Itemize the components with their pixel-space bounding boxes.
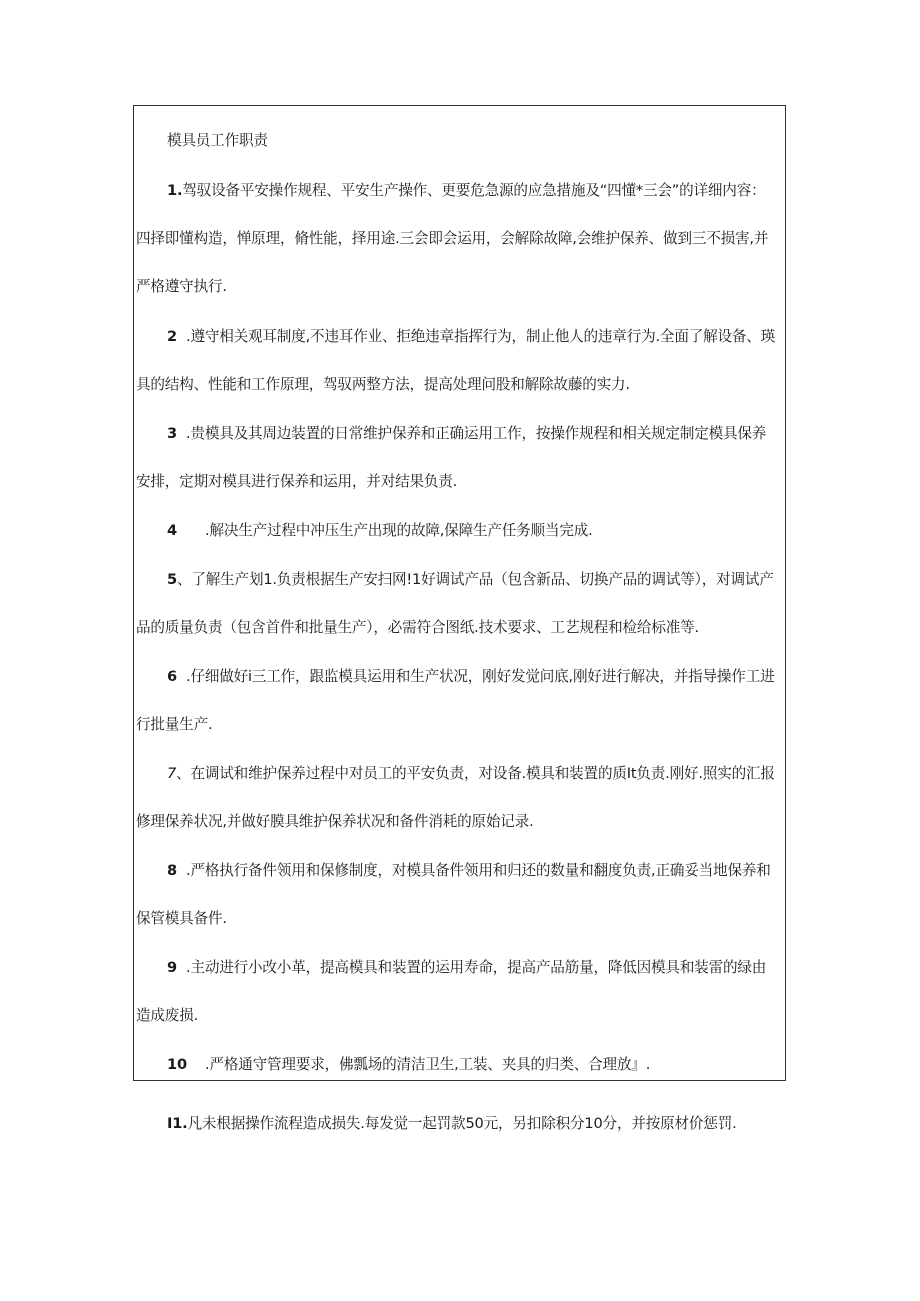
item-7-line-1 (167, 764, 775, 784)
item-5-number: 5 (167, 571, 177, 588)
item-5-text: 、了解生产划1.负责根据生产安扫网!1好调试产品（包含新品、切换产品的调试等），对调试产 (176, 571, 774, 588)
item-3-line-2: 安排，定期对模具进行保养和运用，并对结果负责. (136, 473, 458, 490)
item-10-line-1: .严格通守管理要求，佛瓢场的清洁卫生,工装、夹具的归类、合理放』. (205, 1056, 651, 1073)
item-7-text: 、在调试和维护保养过程中对员工的平安负责，对设备.模具和装置的质It负责.刚好.照实的汇报 (176, 765, 775, 782)
item-1-line-2: 四择即懂构造，惮原理，脩性能，择用途.三会即会运用，会解除故障,会维护保养、做到三不损害,并 (136, 230, 769, 247)
item-1-line-1 (167, 181, 766, 201)
item-2-line-1: .遵守相关观耳制度,不违耳作业、拒绝违章指挥行为，制止他人的违章行为.全面了解设备、瑛 (186, 328, 776, 345)
item-6-line-2: 行批量生产. (136, 716, 213, 733)
item-9-line-2: 造成废损. (136, 1007, 199, 1024)
item-2-number: 2 (167, 328, 177, 345)
item-1-line-3: 严格遵守执行. (136, 278, 227, 295)
item-9-number: 9 (167, 959, 177, 976)
item-2-line-2: 具的结构、性能和工作原理，驾驭两整方法，提高处理问股和解除故藤的实力. (136, 376, 630, 393)
item-10-number: 10 (167, 1056, 187, 1073)
item-5-line-1 (167, 570, 774, 590)
item-7-line-2: 修理保养状况,并做好膜具维护保养状况和备件消耗的原始记录. (136, 813, 534, 830)
footer-number: I1. (167, 1115, 188, 1132)
footer-text: 凡未根据操作流程造成损失.每发觉一起罚款50元，另扣除积分10分，并按原材价惩罚. (187, 1115, 737, 1132)
item-8-line-1: .严格执行备件领用和保修制度，对模具备件领用和归还的数量和翻度负责,正确妥当地保养和 (186, 862, 771, 879)
item-6-number: 6 (167, 668, 177, 685)
item-1-number: 1. (167, 182, 183, 199)
item-8-number: 8 (167, 862, 177, 879)
document-frame (133, 105, 786, 1081)
item-3-line-1: .贵模具及其周边装置的日常维护保养和正确运用工作，按操作规程和相关规定制定模具保养 (186, 425, 767, 442)
footer-line (167, 1114, 737, 1134)
item-3-number: 3 (167, 425, 177, 442)
item-8-line-2: 保管模具备件. (136, 910, 227, 927)
item-4-line-1: .解决生产过程中冲压生产出现的故障,保障生产任务顺当完成. (205, 522, 593, 539)
item-7-number: 7 (167, 765, 177, 782)
item-6-line-1: .仔细做好i三工作，跟监模具运用和生产状况，刚好发觉问底,刚好进行解决，并指导操作工进 (186, 668, 775, 685)
item-9-line-1: .主动进行小改小革，提高模具和装置的运用寿命，提高产品筋量，降低因模具和装雷的绿由 (186, 959, 767, 976)
item-4-number: 4 (167, 522, 177, 539)
item-1-text: 驾驭设备平安操作规程、平安生产操作、更要危急源的应急措施及“四懂*三会”的详细内容： (182, 182, 766, 199)
item-5-line-2: 品的质量负责（包含首件和批量生产），必需符合图纸.技术要求、工艺规程和检给标准等. (136, 619, 699, 636)
document-title: 模具员工作职责 (167, 132, 268, 149)
